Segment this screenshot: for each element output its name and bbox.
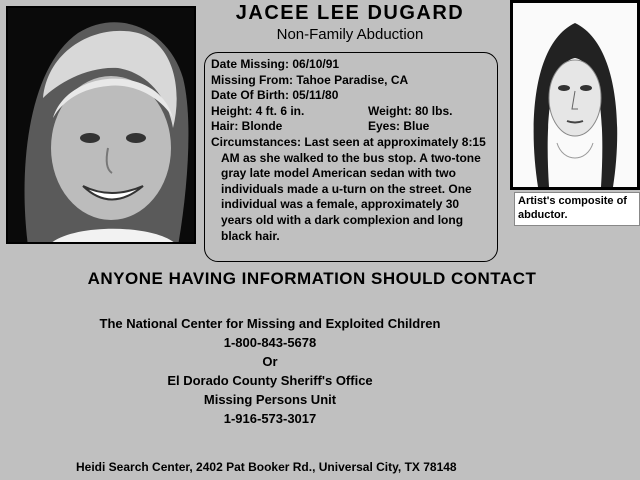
composite-sketch-image xyxy=(513,3,637,187)
missing-persons-unit: Missing Persons Unit xyxy=(203,392,337,407)
contact-block xyxy=(0,314,540,428)
hair-eyes-row xyxy=(211,119,491,135)
missing-from: Missing From: Tahoe Paradise, CA xyxy=(211,72,409,87)
or-separator: Or xyxy=(262,354,278,369)
sheriff-office-name: El Dorado County Sheriff's Office xyxy=(167,373,373,388)
weight: Weight: 80 lbs. xyxy=(368,103,453,118)
footer-address: Heidi Search Center, 2402 Pat Booker Rd., Universal City, TX 78148 xyxy=(76,460,457,474)
case-type: Non-Family Abduction xyxy=(276,26,424,43)
ncmec-phone: 1-800-843-5678 xyxy=(223,335,317,350)
date-missing: Date Missing: 06/10/91 xyxy=(211,57,340,71)
abductor-composite-sketch xyxy=(510,0,640,190)
height-weight-row xyxy=(211,104,491,120)
ncmec-name: The National Center for Missing and Exploited Children xyxy=(99,316,441,331)
missing-person-name: JACEE LEE DUGARD xyxy=(235,2,465,24)
date-of-birth: Date Of Birth: 05/11/80 xyxy=(211,88,339,103)
eyes: Eyes: Blue xyxy=(368,119,430,134)
hair: Hair: Blonde xyxy=(211,119,283,134)
sketch-caption: Artist's composite of abductor. xyxy=(514,192,640,226)
contact-heading: ANYONE HAVING INFORMATION SHOULD CONTACT xyxy=(87,269,537,288)
child-portrait-image xyxy=(8,8,196,244)
case-details-box xyxy=(204,52,498,262)
missing-child-photo xyxy=(6,6,196,244)
height: Height: 4 ft. 6 in. xyxy=(211,103,305,118)
circumstances: Circumstances: Last seen at approximately 8:15 AM as she walked to the bus stop. A two-tone gray late model American sedan with two individuals made a u-turn on the street. One individual was a female, approximately 30 years old with a dark complexion and long black hair. xyxy=(211,134,486,243)
sheriff-phone: 1-916-573-3017 xyxy=(223,411,317,426)
